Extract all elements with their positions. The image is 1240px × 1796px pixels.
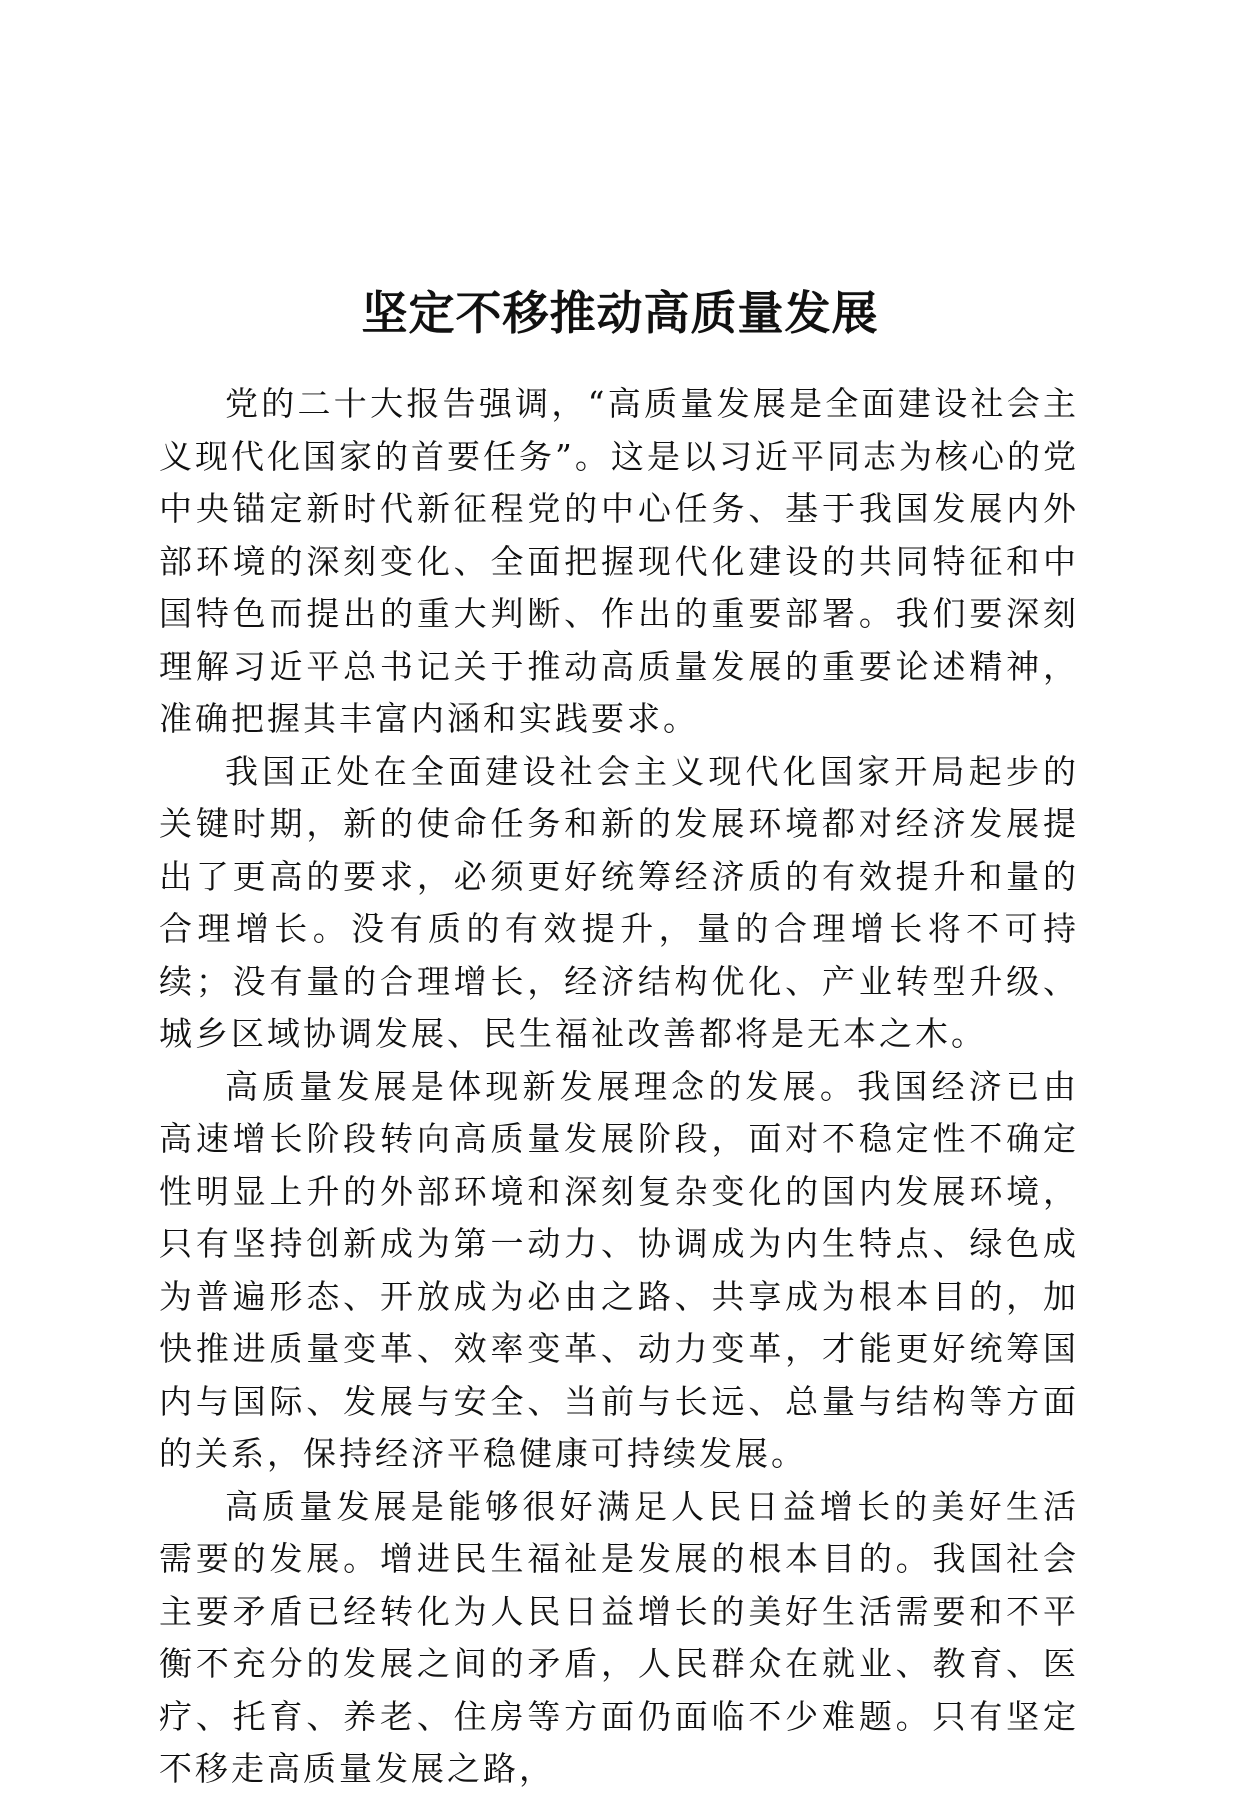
paragraph-3: 高质量发展是体现新发展理念的发展。我国经济已由高速增长阶段转向高质量发展阶段，面对不稳定性不确定性明显上升的外部环境和深刻复杂变化的国内发展环境，只有坚持创新成为第一动力、协调成为内生特点、绿色成为普遍形态、开放成为必由之路、共享成为根本目的，加快推进质量变革、效率变革、动力变革，才能更好统筹国内与国际、发展与安全、当前与长远、总量与结构等方面的关系，保持经济平稳健康可持续发展。 [159, 1066, 1079, 1473]
paragraph-1: 党的二十大报告强调，“高质量发展是全面建设社会主义现代化国家的首要任务”。这是以习近平同志为核心的党中央锚定新时代新征程党的中心任务、基于我国发展内外部环境的深刻变化、全面把握现代化建设的共同特征和中国特色而提出的重大判断、作出的重要部署。我们要深刻理解习近平总书记关于推动高质量发展的重要论述精神，准确把握其丰富内涵和实践要求。 [159, 384, 1079, 738]
paragraph-2: 我国正处在全面建设社会主义现代化国家开局起步的关键时期，新的使命任务和新的发展环境都对经济发展提出了更高的要求，必须更好统筹经济质的有效提升和量的合理增长。没有质的有效提升，量的合理增长将不可持续；没有量的合理增长，经济结构优化、产业转型升级、城乡区域协调发展、民生福祉改善都将是无本之木。 [159, 751, 1079, 1053]
document-title: 坚定不移推动高质量发展 [361, 285, 879, 340]
document-body [159, 378, 1079, 1796]
paragraph-4: 高质量发展是能够很好满足人民日益增长的美好生活需要的发展。增进民生福祉是发展的根本目的。我国社会主要矛盾已经转化为人民日益增长的美好生活需要和不平衡不充分的发展之间的矛盾，人民群众在就业、教育、医疗、托育、养老、住房等方面仍面临不少难题。只有坚定不移走高质量发展之路， [159, 1486, 1079, 1788]
